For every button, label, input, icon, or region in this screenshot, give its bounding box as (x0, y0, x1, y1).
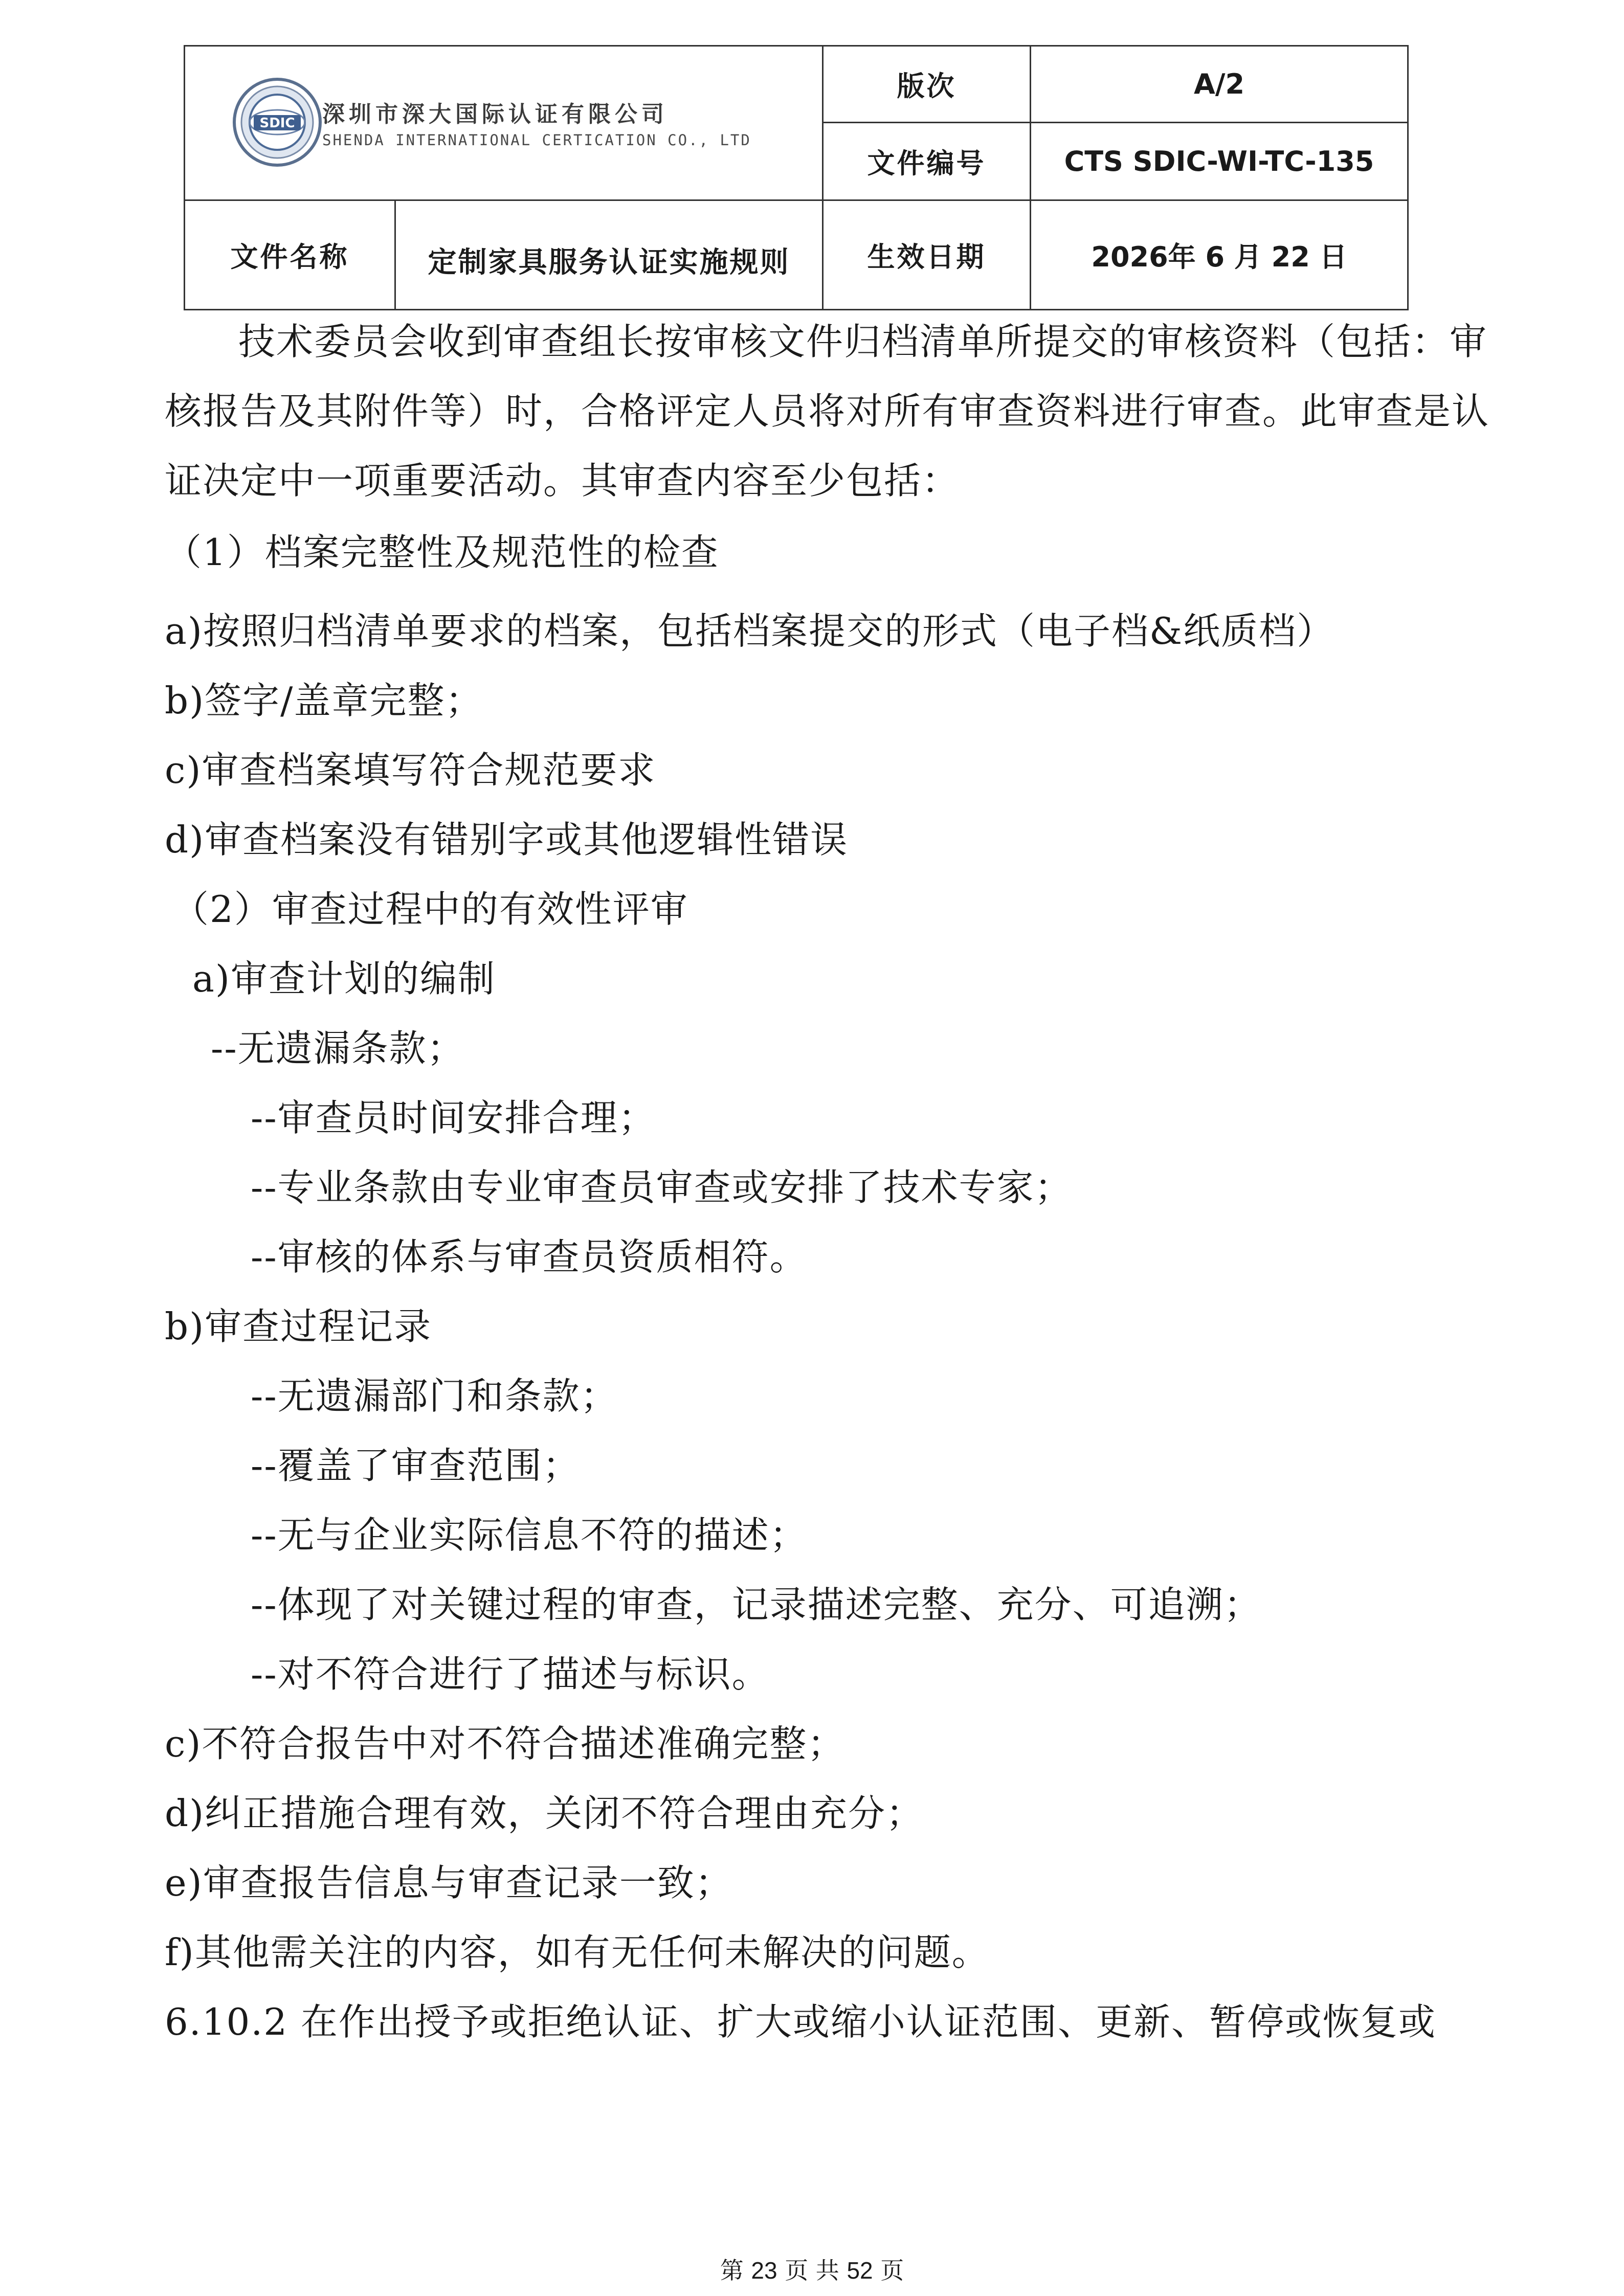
sub-list-item: --无遗漏条款； (211, 1027, 465, 1070)
list-item: f)其他需关注的内容，如有无任何未解决的问题。 (165, 1931, 990, 1974)
effective-date-value: 2026年 6 月 22 日 (1031, 200, 1408, 310)
doc-name-label: 文件名称 (185, 200, 395, 310)
document-header-table (184, 45, 1409, 310)
svg-text:SDIC: SDIC (259, 116, 295, 131)
list-item: a)审查计划的编制 (192, 957, 496, 1000)
list-item: b)签字/盖章完整； (165, 679, 483, 722)
doc-number-value: CTS SDIC-WI-TC-135 (1031, 123, 1408, 200)
intro-paragraph-line: 核报告及其附件等）时，合格评定人员将对所有审查资料进行审查。此审查是认 (165, 390, 1490, 433)
section-6-10-2-start: 6.10.2 在作出授予或拒绝认证、扩大或缩小认证范围、更新、暂停或恢复或 (165, 2000, 1436, 2043)
page-footer-mid: 页 共 (785, 2257, 839, 2284)
section-2-title: （2）审查过程中的有效性评审 (172, 888, 688, 931)
intro-paragraph-line: 证决定中一项重要活动。其审查内容至少包括： (165, 459, 960, 502)
doc-number-label: 文件编号 (823, 123, 1031, 200)
sub-list-item: --体现了对关键过程的审查，记录描述完整、充分、可追溯； (251, 1583, 1262, 1626)
total-page-number: 52 (847, 2257, 873, 2284)
current-page-number: 23 (751, 2257, 777, 2284)
sub-list-item: --无与企业实际信息不符的描述； (251, 1514, 808, 1557)
company-logo-cell (185, 46, 823, 200)
sub-list-item: --覆盖了审查范围； (251, 1444, 581, 1487)
sub-list-item: --无遗漏部门和条款； (251, 1375, 618, 1417)
company-name-cn: 深圳市深大国际认证有限公司 (322, 101, 668, 127)
list-item: e)审查报告信息与审查记录一致； (165, 1861, 733, 1904)
doc-name-value: 定制家具服务认证实施规则 (395, 200, 823, 310)
version-value: A/2 (1031, 46, 1408, 123)
sub-list-item: --对不符合进行了描述与标识。 (251, 1653, 770, 1696)
list-item: a)按照归档清单要求的档案，包括档案提交的形式（电子档&纸质档） (165, 610, 1335, 652)
page-footer-prefix: 第 (720, 2257, 744, 2284)
version-label: 版次 (823, 46, 1031, 123)
sdic-emblem-icon (231, 76, 323, 168)
page-footer-suffix: 页 (880, 2257, 904, 2284)
company-logo (231, 76, 794, 178)
list-item: d)纠正措施合理有效，关闭不符合理由充分； (165, 1792, 924, 1835)
document-body (165, 307, 1490, 2057)
sub-list-item: --专业条款由专业审查员审查或安排了技术专家； (251, 1166, 1073, 1209)
list-item: d)审查档案没有错别字或其他逻辑性错误 (165, 818, 849, 861)
list-item: c)不符合报告中对不符合描述准确完整； (165, 1722, 846, 1765)
list-item: b)审查过程记录 (165, 1305, 432, 1348)
section-1-title: （1）档案完整性及规范性的检查 (165, 531, 719, 574)
company-name-en: SHENDA INTERNATIONAL CERTICATION CO., LTD (322, 131, 751, 149)
sub-list-item: --审核的体系与审查员资质相符。 (251, 1235, 808, 1278)
page-footer (0, 2252, 1624, 2286)
effective-date-label: 生效日期 (823, 200, 1031, 310)
sub-list-item: --审查员时间安排合理； (251, 1096, 656, 1139)
list-item: c)审查档案填写符合规范要求 (165, 749, 656, 792)
intro-paragraph-line: 技术委员会收到审查组长按审核文件归档清单所提交的审核资料（包括：审 (238, 320, 1488, 363)
